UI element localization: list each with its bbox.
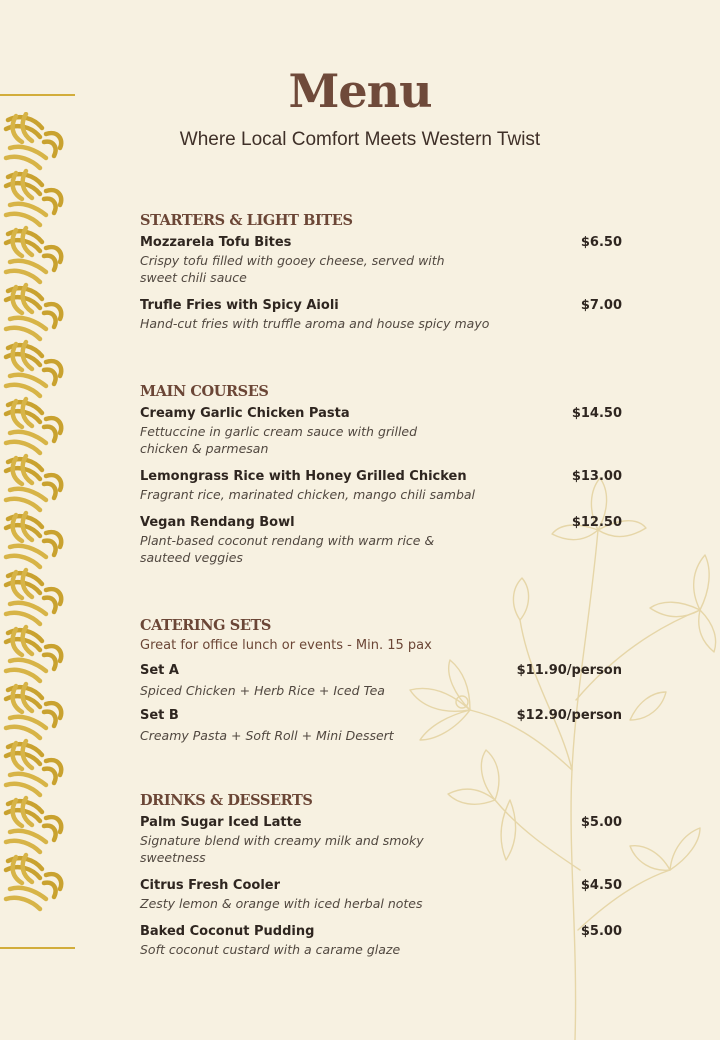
section-starters (140, 212, 622, 332)
item-description: Plant-based coconut rendang with warm rice & sauteed veggies (140, 533, 435, 565)
menu-item (140, 877, 622, 912)
item-price: $5.00 (580, 924, 622, 939)
item-name: Set A (140, 663, 179, 678)
section-main-courses (140, 383, 622, 566)
item-description: Spiced Chicken + Herb Rice + Iced Tea (140, 683, 385, 698)
section-title: CATERING SETS (140, 617, 271, 634)
item-description: Fragrant rice, marinated chicken, mango chili sambal (140, 487, 476, 502)
item-price: $12.90/person (516, 708, 622, 723)
item-price: $6.50 (580, 235, 622, 250)
page-title: Menu (288, 64, 432, 118)
pattern-tile (6, 741, 61, 795)
item-description: Crispy tofu filled with gooey cheese, served with sweet chili sauce (140, 253, 445, 285)
pattern-tile (6, 342, 61, 396)
menu-item (140, 297, 622, 332)
item-description: Soft coconut custard with a carame glaze (140, 942, 401, 957)
pattern-tile (6, 228, 61, 282)
pattern-tile (6, 399, 61, 453)
menu-item (140, 405, 622, 457)
item-price: $4.50 (580, 878, 622, 893)
pattern-tile (6, 171, 61, 225)
menu-item (140, 234, 622, 286)
menu-item (140, 814, 622, 866)
page-subtitle: Where Local Comfort Meets Western Twist (179, 129, 541, 150)
pattern-tile (6, 513, 61, 567)
menu-item (140, 923, 622, 958)
item-description: Creamy Pasta + Soft Roll + Mini Dessert (140, 728, 394, 743)
pattern-tile (6, 855, 61, 909)
item-description: Fettuccine in garlic cream sauce with grilled chicken & parmesan (140, 424, 418, 456)
menu-item (140, 707, 622, 744)
section-title: DRINKS & DESSERTS (140, 792, 313, 809)
item-price: $12.50 (571, 515, 622, 530)
item-name: Palm Sugar Iced Latte (140, 815, 302, 830)
menu-item (140, 468, 622, 503)
item-name: Mozzarela Tofu Bites (140, 235, 292, 250)
item-price: $5.00 (580, 815, 622, 830)
item-price: $11.90/person (516, 663, 622, 678)
pattern-tile (6, 285, 61, 339)
menu-item (140, 662, 622, 699)
item-name: Baked Coconut Pudding (140, 924, 315, 939)
section-drinks-desserts (140, 792, 622, 958)
pattern-tile (6, 684, 61, 738)
section-catering-sets (140, 617, 622, 744)
bottom-accent-line (0, 947, 75, 949)
menu-item (140, 514, 622, 566)
item-name: Creamy Garlic Chicken Pasta (140, 406, 350, 421)
item-description: Signature blend with creamy milk and smoky sweetness (140, 833, 424, 865)
woven-knot-pattern-icon (0, 112, 66, 932)
item-name: Vegan Rendang Bowl (140, 515, 295, 530)
item-name: Set B (140, 708, 179, 723)
pattern-tile (6, 798, 61, 852)
pattern-tile (6, 570, 61, 624)
item-price: $14.50 (571, 406, 622, 421)
section-title: MAIN COURSES (140, 383, 269, 400)
section-title: STARTERS & LIGHT BITES (140, 212, 353, 229)
item-name: Lemongrass Rice with Honey Grilled Chicken (140, 469, 467, 484)
item-description: Hand-cut fries with truffle aroma and house spicy mayo (140, 316, 490, 331)
item-description: Zesty lemon & orange with iced herbal notes (140, 896, 423, 911)
item-price: $13.00 (571, 469, 622, 484)
section-note: Great for office lunch or events - Min. 15 pax (140, 638, 432, 653)
item-name: Citrus Fresh Cooler (140, 878, 281, 893)
item-price: $7.00 (580, 298, 622, 313)
pattern-tile (6, 627, 61, 681)
item-name: Trufle Fries with Spicy Aioli (140, 298, 339, 313)
pattern-tile (6, 456, 61, 510)
